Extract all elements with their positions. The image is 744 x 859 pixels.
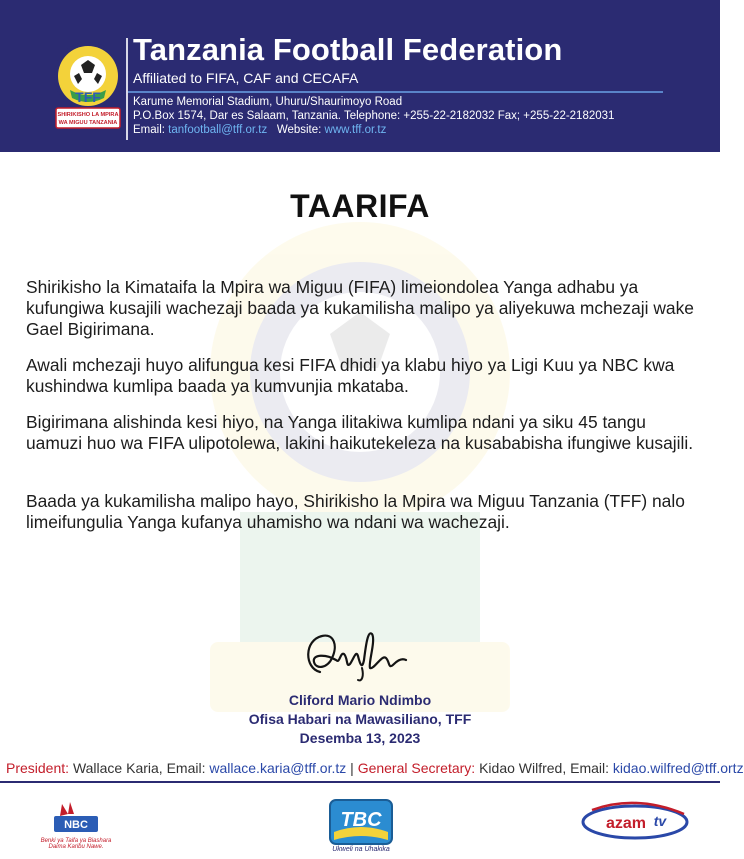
document-title: TAARIFA	[290, 188, 430, 224]
email-label: Email:	[133, 124, 165, 136]
secretary-label: General Secretary:	[357, 760, 476, 776]
svg-text:NBC: NBC	[64, 819, 88, 831]
header-rule	[128, 91, 663, 93]
document-date: Desemba 13, 2023	[299, 730, 421, 746]
footer-separator: |	[350, 760, 354, 776]
header-email-link[interactable]: tanfootball@tff.or.tz	[168, 124, 268, 136]
org-affiliation: Affiliated to FIFA, CAF and CECAFA	[133, 70, 359, 86]
svg-text:WA MIGUU TANZANIA: WA MIGUU TANZANIA	[58, 120, 118, 126]
footer-rule	[0, 781, 720, 783]
paragraph-3: Bigirimana alishinda kesi hiyo, na Yanga ilitakiwa kumlipa ndani ya siku 45 tangu uamuzi huo wa FIFA ulipotolewa, lakini haikutekeleza na kusababisha ifungiwe kusajili.	[26, 412, 694, 453]
svg-text:TFF: TFF	[75, 89, 101, 105]
paragraph-1: Shirikisho la Kimataifa la Mpira wa Miguu (FIFA) limeiondolea Yanga adhabu ya kufungiwa kusajili wachezaji baada ya kukamilisha malipo ya aliyekuwa mchezaji wake Gael Bigirimana.	[26, 277, 694, 339]
header-website-link[interactable]: www.tff.or.tz	[324, 124, 387, 136]
contact-line	[133, 124, 386, 136]
handwritten-signature-icon	[298, 624, 418, 684]
president-name: Wallace Karia, Email:	[72, 760, 206, 776]
president-email-link[interactable]: wallace.karia@tff.or.tz	[209, 760, 347, 776]
tbc-tagline: Ukweli na Uhakika	[332, 846, 390, 853]
footer-contacts	[6, 760, 744, 779]
svg-text:azam: azam	[605, 815, 647, 832]
letterhead-header	[0, 0, 720, 152]
svg-text:tv: tv	[653, 813, 667, 829]
paragraph-2: Awali mchezaji huyo alifungua kesi FIFA dhidi ya klabu hiyo ya Ligi Kuu ya NBC kwa kushindwa kumlipa baada ya kumvunjia mkataba.	[26, 355, 675, 396]
header-divider	[126, 38, 128, 140]
svg-text:TBC: TBC	[340, 809, 382, 831]
paragraph-4: Baada ya kukamilisha malipo hayo, Shirikisho la Mpira wa Miguu Tanzania (TFF) nalo limeifungulia Yanga kufanya uhamisho wa ndani wa wachezaji.	[26, 491, 685, 532]
president-label: President:	[6, 760, 70, 776]
tbc-logo-icon	[328, 798, 394, 846]
address-line-2: P.O.Box 1574, Dar es Salaam, Tanzania. Telephone: +255-22-2182032 Fax; +255-22-2182031	[133, 110, 615, 122]
azam-tv-logo-icon	[580, 800, 690, 842]
nbc-tagline-main: Benki ya Taifa ya Biashara	[40, 838, 112, 844]
address-line-1: Karume Memorial Stadium, Uhuru/Shaurimoyo Road	[133, 96, 403, 108]
website-label: Website:	[276, 124, 322, 136]
nbc-tagline	[34, 838, 118, 850]
signatory-role: Ofisa Habari na Mawasiliano, TFF	[248, 711, 472, 727]
secretary-name: Kidao Wilfred, Email:	[479, 760, 610, 776]
org-title: Tanzania Football Federation	[133, 32, 563, 67]
svg-text:SHIRIKISHO LA MPIRA: SHIRIKISHO LA MPIRA	[57, 112, 119, 118]
tff-logo-icon	[52, 38, 124, 138]
secretary-email-link[interactable]: kidao.wilfred@tff.ortz	[612, 760, 744, 776]
nbc-tagline-sub: Daima Karibu Nawe.	[48, 844, 104, 850]
signatory-name: Cliford Mario Ndimbo	[288, 692, 432, 708]
